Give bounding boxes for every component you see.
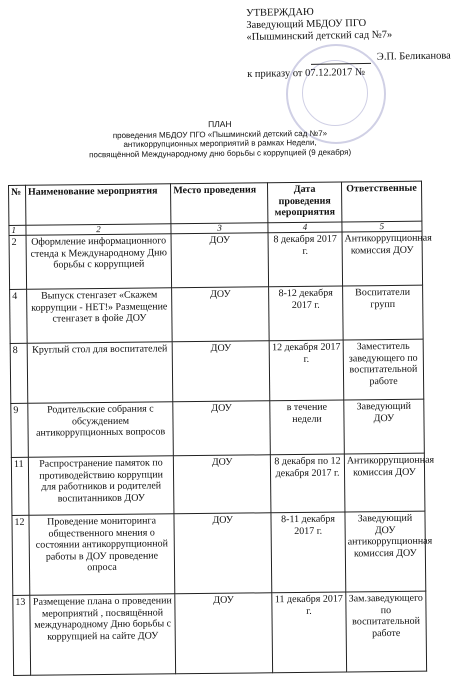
row-date: 8-12 декабря 2017 г.: [269, 286, 343, 341]
title-line-2: антикоррупционных мероприятий в рамках Недели,: [123, 137, 317, 150]
row-date: 11 декабря 2017 г.: [272, 592, 347, 673]
row-num: 2: [9, 235, 26, 289]
row-name: Родительские собрания с обсуждением антикоррупционных вопросов: [28, 402, 174, 458]
document-title: [70, 118, 370, 159]
header-date: Дата проведения мероприятия: [268, 182, 342, 223]
row-name: Выпуск стенгазет «Скажем коррупции - НЕТ!» Размещение стенгазет в фойе ДОУ: [26, 288, 172, 344]
row-date: 12 декабря 2017 г.: [269, 340, 343, 401]
row-name: Распространение памяток по противодействию коррупции для работников и родителей воспитанников ДОУ: [28, 456, 174, 516]
row-date: 8 декабря по 12 декабря 2017 г.: [270, 454, 344, 513]
row-resp: Антикоррупционная комиссия ДОУ: [344, 453, 425, 512]
row-place: ДОУ: [174, 513, 272, 594]
row-place: ДОУ: [171, 233, 268, 288]
row-resp: Воспитатели групп: [342, 285, 423, 340]
index-cell: 3: [171, 223, 268, 234]
approval-signer: Э.П. Беликанова: [376, 50, 451, 63]
row-num: 13: [13, 595, 31, 675]
header-name: Наименование мероприятия: [25, 184, 171, 226]
row-place: ДОУ: [175, 593, 273, 674]
approval-role: Заведующий МБДОУ ПГО: [246, 17, 367, 31]
row-date: 8 декабря 2017 г.: [268, 232, 342, 287]
table-row: [11, 399, 425, 457]
table-header-row: [9, 181, 422, 225]
row-num: 11: [11, 457, 28, 515]
approval-org: «Пышминский детский сад №7»: [246, 29, 393, 43]
row-place: ДОУ: [172, 341, 270, 402]
row-name: Оформление информационного стенда к Международному Дню борьбы с коррупцией: [26, 234, 172, 290]
table-row: [12, 511, 426, 595]
plan-table: [8, 181, 435, 676]
row-date: в течение недели: [270, 400, 344, 455]
row-resp: Заведующий ДОУ антикоррупционная комиссия ДОУ: [345, 511, 426, 592]
row-place: ДОУ: [173, 401, 270, 456]
table-row: [9, 231, 423, 289]
row-name: Круглый стол для воспитателей: [27, 342, 173, 404]
row-resp: Заместитель заведующего по воспитательной работе: [343, 339, 424, 400]
title-line-1: проведения МБДОУ ПГО «Пышминский детский сад №7»: [112, 128, 328, 140]
row-place: ДОУ: [174, 455, 272, 514]
header-num: №: [9, 185, 26, 225]
title-line-3: посвящённой Международному дню борьбы с коррупцией (9 декабря): [89, 147, 352, 159]
row-name: Проведение мониторинга общественного мнения о состоянии антикоррупционной работы в ДОУ проведение опроса: [29, 514, 175, 596]
row-num: 8: [10, 343, 27, 403]
row-num: 9: [11, 403, 28, 457]
table-row: [10, 339, 424, 403]
row-place: ДОУ: [172, 287, 269, 342]
header-resp: Ответственные: [341, 181, 422, 222]
row-num: 4: [10, 289, 27, 343]
index-cell: 2: [26, 224, 171, 236]
table-row: [13, 591, 427, 675]
row-resp: Заведующий ДОУ: [344, 399, 425, 454]
index-cell: 1: [9, 225, 26, 235]
title-plan: ПЛАН: [208, 118, 232, 130]
row-num: 12: [12, 515, 30, 595]
row-resp: Антикоррупционная комиссия ДОУ: [342, 231, 423, 286]
row-resp: Зам.заведующего по воспитательной работе: [346, 591, 427, 672]
row-name: Размещение плана о проведении мероприятий , посвящённой международному Дню борьбы с коррупцией на сайте ДОУ: [30, 594, 176, 676]
row-date: 8-11 декабря 2017 г.: [271, 512, 346, 593]
header-place: Место проведения: [171, 183, 268, 224]
approval-heading: УТВЕРЖДАЮ: [246, 6, 314, 19]
table-row: [10, 285, 424, 343]
approval-order: к приказу от 07.12.2017 №: [247, 66, 366, 80]
table-row: [11, 453, 425, 515]
index-cell: 4: [268, 222, 342, 233]
index-cell: 5: [342, 221, 422, 232]
